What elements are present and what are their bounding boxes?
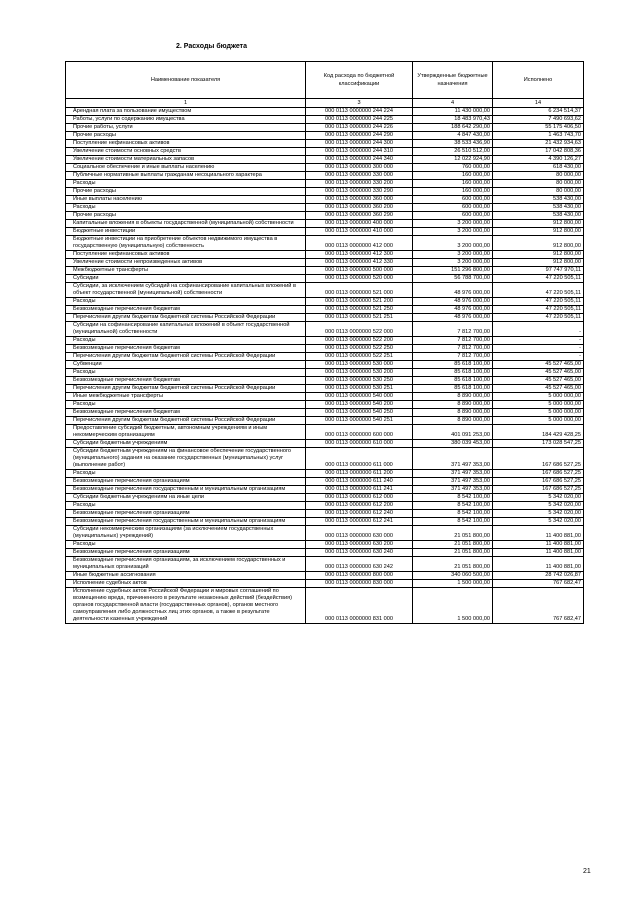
table-row [66,236,584,251]
table-row [66,164,584,172]
row-approved: 160 000,00 [413,188,493,196]
page-number: 21 [583,868,591,875]
row-code: 000 0113 0000000 412 300 [306,251,413,259]
row-code: 000 0113 0000000 522 250 [306,345,413,353]
row-code: 000 0113 0000000 244 300 [306,140,413,148]
row-approved: 371 497 353,00 [413,478,493,486]
row-name: Капитальные вложения в объекты государственной (муниципальной) собственности [66,220,306,228]
row-executed: 5 000 000,00 [493,417,584,425]
row-code: 000 0113 0000000 400 000 [306,220,413,228]
row-executed: 538 430,00 [493,204,584,212]
row-approved: 56 788 700,00 [413,275,493,283]
row-approved: 600 000,00 [413,204,493,212]
table-row [66,267,584,275]
row-approved: 380 039 453,00 [413,440,493,448]
row-name: Поступление нефинансовых активов [66,251,306,259]
table-row [66,283,584,298]
row-code: 000 0113 0000000 612 200 [306,502,413,510]
row-name: Безвозмездные перечисления организациям [66,478,306,486]
table-header [66,62,584,108]
table-row [66,448,584,470]
table-row [66,510,584,518]
row-code: 000 0113 0000000 330 200 [306,180,413,188]
row-approved: 1 500 000,00 [413,588,493,624]
row-executed: 538 430,00 [493,196,584,204]
row-name: Расходы [66,204,306,212]
row-code: 000 0113 0000000 611 200 [306,470,413,478]
row-code: 000 0113 0000000 300 000 [306,164,413,172]
row-executed: 45 527 465,00 [493,385,584,393]
header-expense-code: Код расхода по бюджетной классификации [306,62,413,99]
row-name: Поступление нефинансовых активов [66,140,306,148]
row-approved: 3 200 000,00 [413,236,493,251]
row-code: 000 0113 0000000 244 225 [306,116,413,124]
row-executed: 47 220 505,11 [493,306,584,314]
row-executed: 167 686 527,25 [493,470,584,478]
row-name: Работы, услуги по содержанию имущества [66,116,306,124]
row-code: 000 0113 0000000 610 000 [306,440,413,448]
row-name: Перечисления другим бюджетам бюджетной системы Российской Федерации [66,417,306,425]
row-name: Безвозмездные перечисления бюджетам [66,377,306,385]
row-name: Прочие работы, услуги [66,124,306,132]
table-row [66,369,584,377]
row-code: 000 0113 0000000 500 000 [306,267,413,275]
row-code: 000 0113 0000000 800 000 [306,572,413,580]
row-code: 000 0113 0000000 530 000 [306,361,413,369]
row-executed: 912 800,00 [493,236,584,251]
row-name: Субсидии бюджетным учреждениям на финансовое обеспечение государственного (муниципального) задания на оказание государственных (муниципальных) услуг (выполнение работ) [66,448,306,470]
row-executed: 5 000 000,00 [493,401,584,409]
row-approved: 371 497 353,00 [413,470,493,478]
row-approved: 85 618 100,00 [413,385,493,393]
row-executed: 767 682,47 [493,580,584,588]
row-code: 000 0113 0000000 612 240 [306,510,413,518]
row-approved: 3 200 000,00 [413,251,493,259]
table-row [66,322,584,337]
row-code: 000 0113 0000000 540 000 [306,393,413,401]
row-name: Безвозмездные перечисления организациям [66,510,306,518]
row-executed: 1 463 743,70 [493,132,584,140]
row-executed: - [493,322,584,337]
row-approved: 7 812 700,00 [413,337,493,345]
row-approved: 85 618 100,00 [413,377,493,385]
row-executed: 47 220 505,11 [493,275,584,283]
header-indicator-name: Наименование показателя [66,62,306,99]
table-row [66,393,584,401]
table-row [66,580,584,588]
table-row [66,572,584,580]
row-approved: 21 051 800,00 [413,549,493,557]
row-name: Бюджетные инвестиции на приобретение объектов недвижимого имущества в государственную (муниципальную) собственность [66,236,306,251]
row-executed: - [493,345,584,353]
row-code: 000 0113 0000000 360 000 [306,196,413,204]
expenses-table-container [65,61,583,624]
row-code: 000 0113 0000000 522 251 [306,353,413,361]
row-executed: 912 800,00 [493,220,584,228]
row-name: Безвозмездные перечисления бюджетам [66,345,306,353]
row-name: Расходы [66,502,306,510]
row-executed: 5 342 020,00 [493,494,584,502]
table-row [66,502,584,510]
row-approved: 3 200 000,00 [413,228,493,236]
table-row [66,377,584,385]
row-approved: 188 642 290,00 [413,124,493,132]
row-approved: 401 091 253,00 [413,425,493,440]
row-approved: 151 296 800,00 [413,267,493,275]
table-row [66,228,584,236]
row-executed: 80 000,00 [493,180,584,188]
row-executed: 167 686 527,25 [493,486,584,494]
row-name: Расходы [66,541,306,549]
row-executed: 11 400 881,00 [493,526,584,541]
table-row [66,116,584,124]
row-code: 000 0113 0000000 522 200 [306,337,413,345]
row-approved: 7 812 700,00 [413,322,493,337]
row-executed: 167 686 527,25 [493,448,584,470]
row-name: Расходы [66,369,306,377]
row-code: 000 0113 0000000 540 200 [306,401,413,409]
row-name: Расходы [66,337,306,345]
row-executed: 6 234 514,37 [493,108,584,116]
table-row [66,345,584,353]
row-name: Расходы [66,401,306,409]
row-approved: 38 533 436,90 [413,140,493,148]
row-code: 000 0113 0000000 611 000 [306,448,413,470]
row-executed: 767 682,47 [493,588,584,624]
row-executed: 21 432 934,63 [493,140,584,148]
row-approved: 48 976 000,00 [413,314,493,322]
row-approved: 48 976 000,00 [413,283,493,298]
table-row [66,298,584,306]
row-name: Расходы [66,298,306,306]
row-approved: 48 976 000,00 [413,306,493,314]
row-code: 000 0113 0000000 244 310 [306,148,413,156]
table-row [66,385,584,393]
row-code: 000 0113 0000000 330 290 [306,188,413,196]
table-row [66,275,584,283]
row-code: 000 0113 0000000 530 200 [306,369,413,377]
row-approved: 85 618 100,00 [413,361,493,369]
row-executed: 912 800,00 [493,259,584,267]
row-approved: 600 000,00 [413,196,493,204]
row-approved: 8 890 000,00 [413,401,493,409]
table-row [66,180,584,188]
row-name: Прочие расходы [66,188,306,196]
row-name: Исполнение судебных актов Российской Федерации и мировых соглашений по возмещению вреда, причиненного в результате незаконных действий (бездействия) органов государственной власти (государственных органов), органов местного самоуправления либо должностных лиц этих органов, а также в результате деятельности казенных учреждений [66,588,306,624]
row-code: 000 0113 0000000 520 000 [306,275,413,283]
row-code: 000 0113 0000000 600 000 [306,425,413,440]
row-name: Расходы [66,470,306,478]
row-code: 000 0113 0000000 831 000 [306,588,413,624]
row-code: 000 0113 0000000 360 200 [306,204,413,212]
row-name: Субсидии [66,275,306,283]
row-executed: 45 527 465,00 [493,361,584,369]
row-name: Безвозмездные перечисления государственным и муниципальным организациям [66,518,306,526]
header-number-4: 4 [413,99,493,108]
row-code: 000 0113 0000000 612 000 [306,494,413,502]
expenses-table [65,61,584,624]
row-code: 000 0113 0000000 530 250 [306,377,413,385]
row-code: 000 0113 0000000 630 240 [306,549,413,557]
row-executed: 538 430,00 [493,212,584,220]
row-name: Публичные нормативные выплаты гражданам несоциального характера [66,172,306,180]
header-number-3: 3 [306,99,413,108]
row-code: 000 0113 0000000 612 241 [306,518,413,526]
row-approved: 160 000,00 [413,172,493,180]
table-row [66,557,584,572]
row-executed: 45 527 465,00 [493,369,584,377]
row-approved: 8 542 100,00 [413,494,493,502]
row-code: 000 0113 0000000 410 000 [306,228,413,236]
row-executed: 55 175 406,50 [493,124,584,132]
table-row [66,140,584,148]
row-code: 000 0113 0000000 412 000 [306,236,413,251]
row-approved: 18 483 970,43 [413,116,493,124]
row-executed: 11 400 881,00 [493,557,584,572]
row-executed: 11 400 881,00 [493,549,584,557]
row-code: 000 0113 0000000 244 224 [306,108,413,116]
table-row [66,124,584,132]
row-approved: 3 200 000,00 [413,220,493,228]
row-name: Иные бюджетные ассигнования [66,572,306,580]
row-approved: 11 430 000,00 [413,108,493,116]
table-row [66,337,584,345]
row-code: 000 0113 0000000 630 200 [306,541,413,549]
row-executed: 47 220 505,11 [493,283,584,298]
row-executed: 17 042 808,36 [493,148,584,156]
row-approved: 1 500 000,00 [413,580,493,588]
table-row [66,526,584,541]
row-executed: 5 000 000,00 [493,393,584,401]
row-name: Предоставление субсидий бюджетным, автономным учреждениям и иным некоммерческим организациям [66,425,306,440]
table-row [66,132,584,140]
row-approved: 8 542 100,00 [413,502,493,510]
row-executed: 47 220 505,11 [493,298,584,306]
row-code: 000 0113 0000000 611 241 [306,486,413,494]
row-approved: 21 051 800,00 [413,541,493,549]
row-approved: 21 051 800,00 [413,526,493,541]
row-approved: 160 000,00 [413,180,493,188]
row-executed: 4 390 126,27 [493,156,584,164]
row-approved: 85 618 100,00 [413,369,493,377]
row-name: Субсидии на софинансирование капитальных вложений в объект государственной (муниципальной) собственности [66,322,306,337]
row-name: Перечисления другим бюджетам бюджетной системы Российской Федерации [66,385,306,393]
row-approved: 7 812 700,00 [413,353,493,361]
row-approved: 8 542 100,00 [413,518,493,526]
row-code: 000 0113 0000000 244 290 [306,132,413,140]
table-row [66,314,584,322]
row-code: 000 0113 0000000 521 250 [306,306,413,314]
row-executed: 80 000,00 [493,188,584,196]
row-code: 000 0113 0000000 521 200 [306,298,413,306]
row-name: Субвенции [66,361,306,369]
row-approved: 21 051 800,00 [413,557,493,572]
row-approved: 371 497 353,00 [413,486,493,494]
table-row [66,220,584,228]
row-name: Субсидии бюджетным учреждениям [66,440,306,448]
table-row [66,401,584,409]
row-name: Увеличение стоимости материальных запасов [66,156,306,164]
row-name: Социальное обеспечение и иные выплаты населению [66,164,306,172]
table-row [66,478,584,486]
row-code: 000 0113 0000000 521 251 [306,314,413,322]
row-code: 000 0113 0000000 530 251 [306,385,413,393]
row-code: 000 0113 0000000 244 226 [306,124,413,132]
table-row [66,549,584,557]
row-executed: 7 490 693,62 [493,116,584,124]
row-code: 000 0113 0000000 360 290 [306,212,413,220]
row-name: Субсидии, за исключением субсидий на софинансирование капитальных вложений в объект государственной (муниципальной) собственности [66,283,306,298]
table-row [66,440,584,448]
row-code: 000 0113 0000000 330 000 [306,172,413,180]
row-executed: 28 742 026,87 [493,572,584,580]
row-executed: 618 430,00 [493,164,584,172]
row-name: Перечисления другим бюджетам бюджетной системы Российской Федерации [66,353,306,361]
row-approved: 48 976 000,00 [413,298,493,306]
table-row [66,204,584,212]
row-name: Иные выплаты населению [66,196,306,204]
row-executed: 5 342 020,00 [493,502,584,510]
row-executed: 912 800,00 [493,228,584,236]
row-code: 000 0113 0000000 830 000 [306,580,413,588]
row-name: Увеличение стоимости основных средств [66,148,306,156]
row-code: 000 0113 0000000 630 000 [306,526,413,541]
row-executed: 912 800,00 [493,251,584,259]
row-name: Субсидии некоммерческим организациям (за исключением государственных (муниципальных) учреждений) [66,526,306,541]
row-name: Бюджетные инвестиции [66,228,306,236]
row-name: Прочие расходы [66,132,306,140]
row-executed: - [493,353,584,361]
row-name: Прочие расходы [66,212,306,220]
row-executed: 184 429 428,25 [493,425,584,440]
row-executed: 97 747 970,11 [493,267,584,275]
row-executed: 45 527 465,00 [493,377,584,385]
row-name: Безвозмездные перечисления государственным и муниципальным организациям [66,486,306,494]
row-approved: 8 890 000,00 [413,417,493,425]
table-row [66,588,584,624]
table-row [66,425,584,440]
table-row [66,518,584,526]
table-row [66,156,584,164]
table-row [66,486,584,494]
table-row [66,212,584,220]
row-executed: 47 220 505,11 [493,314,584,322]
row-code: 000 0113 0000000 522 000 [306,322,413,337]
row-code: 000 0113 0000000 611 240 [306,478,413,486]
row-approved: 8 890 000,00 [413,393,493,401]
row-name: Безвозмездные перечисления бюджетам [66,409,306,417]
table-row [66,494,584,502]
row-code: 000 0113 0000000 412 330 [306,259,413,267]
table-row [66,541,584,549]
row-name: Субсидии бюджетным учреждениям на иные цели [66,494,306,502]
row-approved: 8 890 000,00 [413,409,493,417]
table-row [66,417,584,425]
row-name: Исполнение судебных актов [66,580,306,588]
row-code: 000 0113 0000000 540 250 [306,409,413,417]
table-row [66,306,584,314]
row-approved: 7 812 700,00 [413,345,493,353]
table-row [66,196,584,204]
row-approved: 600 000,00 [413,212,493,220]
row-code: 000 0113 0000000 244 340 [306,156,413,164]
table-row [66,108,584,116]
row-executed: 5 342 020,00 [493,510,584,518]
row-approved: 4 847 430,00 [413,132,493,140]
table-row [66,361,584,369]
row-name: Иные межбюджетные трансферты [66,393,306,401]
table-row [66,470,584,478]
row-approved: 3 200 000,00 [413,259,493,267]
row-code: 000 0113 0000000 630 242 [306,557,413,572]
row-approved: 760 000,00 [413,164,493,172]
row-name: Безвозмездные перечисления организациям, за исключением государственных и муниципальных организаций [66,557,306,572]
row-name: Безвозмездные перечисления организациям [66,549,306,557]
row-approved: 8 542 100,00 [413,510,493,518]
row-name: Увеличение стоимости непроизведенных активов [66,259,306,267]
table-row [66,259,584,267]
header-number-14: 14 [493,99,584,108]
row-executed: 11 400 881,00 [493,541,584,549]
row-name: Расходы [66,180,306,188]
table-row [66,409,584,417]
row-executed: 5 000 000,00 [493,409,584,417]
table-row [66,251,584,259]
header-approved: Утвержденные бюджетные назначения [413,62,493,99]
row-executed: 173 028 547,25 [493,440,584,448]
table-row [66,172,584,180]
table-body [66,108,584,624]
row-name: Перечисления другим бюджетам бюджетной системы Российской Федерации [66,314,306,322]
row-name: Арендная плата за пользование имуществом [66,108,306,116]
row-approved: 371 497 353,00 [413,448,493,470]
row-name: Межбюджетные трансферты [66,267,306,275]
section-heading: 2. Расходы бюджета [176,43,247,50]
table-row [66,148,584,156]
row-approved: 340 060 500,00 [413,572,493,580]
row-code: 000 0113 0000000 521 000 [306,283,413,298]
table-row [66,353,584,361]
row-executed: - [493,337,584,345]
header-executed: Исполнено [493,62,584,99]
row-name: Безвозмездные перечисления бюджетам [66,306,306,314]
row-approved: 26 510 512,00 [413,148,493,156]
row-executed: 5 342 020,00 [493,518,584,526]
row-executed: 167 686 527,25 [493,478,584,486]
row-approved: 12 022 924,90 [413,156,493,164]
header-number-1: 1 [66,99,306,108]
row-executed: 80 000,00 [493,172,584,180]
row-code: 000 0113 0000000 540 251 [306,417,413,425]
table-row [66,188,584,196]
